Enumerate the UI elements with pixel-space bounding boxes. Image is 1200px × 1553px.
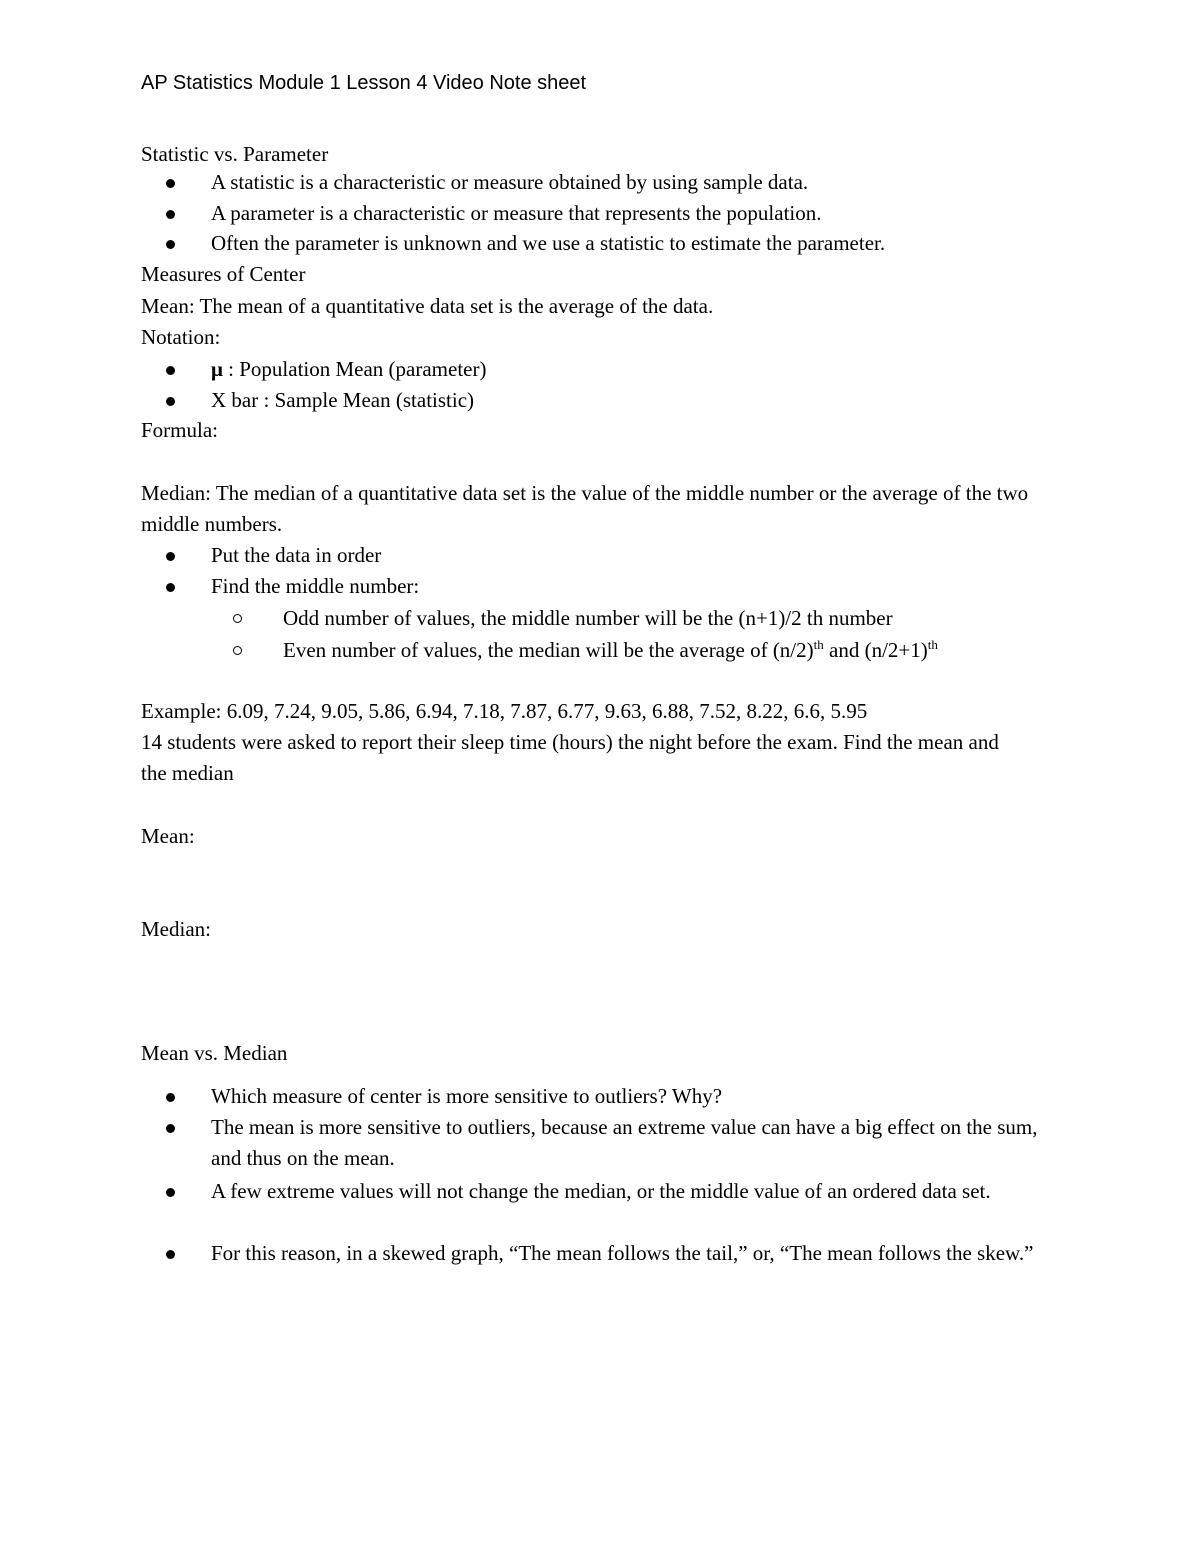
mu-symbol: μ [211,357,223,381]
bullet-icon [166,397,175,406]
bullet-icon [166,179,175,188]
bullet-icon [166,552,175,561]
bullet-icon [166,210,175,219]
bullet-icon [166,1188,175,1197]
hollow-bullet-icon [233,614,242,623]
bullet-icon [166,240,175,249]
section-heading-statistic-vs-parameter: Statistic vs. Parameter [141,142,329,166]
bullet-icon [166,583,175,592]
section-heading-measures-of-center: Measures of Center [141,262,306,286]
bullet-icon [166,1093,175,1102]
section-heading-mean-vs-median: Mean vs. Median [141,1041,288,1065]
hollow-bullet-icon [233,646,242,655]
mean-answer-label: Mean: [141,824,195,848]
bullet-icon [166,1124,175,1133]
example-prompt: 14 students were asked to report their sleep time (hours) the night before the exam. Find the mean and the median [141,730,999,785]
note-sheet-page: AP Statistics Module 1 Lesson 4 Video Note sheet Statistic vs. Parameter A statistic is a characteristic or measure obtained by using sample data. A parameter is a characteristic or measure that represents the population. Often the parameter is unknown and we use a statistic to estimate the parameter. Measures of Center Mean: The mean of a quantitative data set is the average of the data. Notation: μ : Population Mean (parameter) X bar : Sample Mean (statistic) Formula: Median: The median of a quantitative data set is the value of the middle number or the average of the two middle numbers. Put the data in order Find the middle number: Odd number of values, the middle number will be the (n+1)/2 th number Even number of values, the median will be the average of $(n/2)^{th}$ and $(n/2+1)^{th}$ Example: 6.09, 7.24, 9.05, 5.86, 6.94, 7.18, 7.87, 6.77, 9.63, 6.88, 7.52, 8.22, 6.6, 5.95 14 students were asked to report their sleep time (hours) the night before the exam. Find the mean and the median Mean: Median: Mean vs. Median Which measure of center is more sensitive to outliers? Why? The mean is more sensitive to outliers, because an extreme value can have a big effect on the sum, and thus on the mean. A few extreme values will not change the median, or the middle value of an ordered data set. For this reason, in a skewed graph, “The mean follows the tail,” or, “The mean follows the skew.” [0,0,1200,1553]
mean-definition: Mean: The mean of a quantitative data set is the average of the data. [141,294,714,318]
bullet-icon [166,366,175,375]
bullet-icon [166,1250,175,1259]
example-data: Example: 6.09, 7.24, 9.05, 5.86, 6.94, 7.18, 7.87, 6.77, 9.63, 6.88, 7.52, 8.22, 6.6, 5.95 [141,699,868,723]
notation-label: Notation: [141,325,221,349]
median-definition: Median: The median of a quantitative data set is the value of the middle number or the average of the two middle numbers. [141,481,1029,536]
median-answer-label: Median: [141,917,211,941]
page-title: AP Statistics Module 1 Lesson 4 Video Note sheet [141,72,587,94]
formula-label: Formula: [141,418,218,442]
